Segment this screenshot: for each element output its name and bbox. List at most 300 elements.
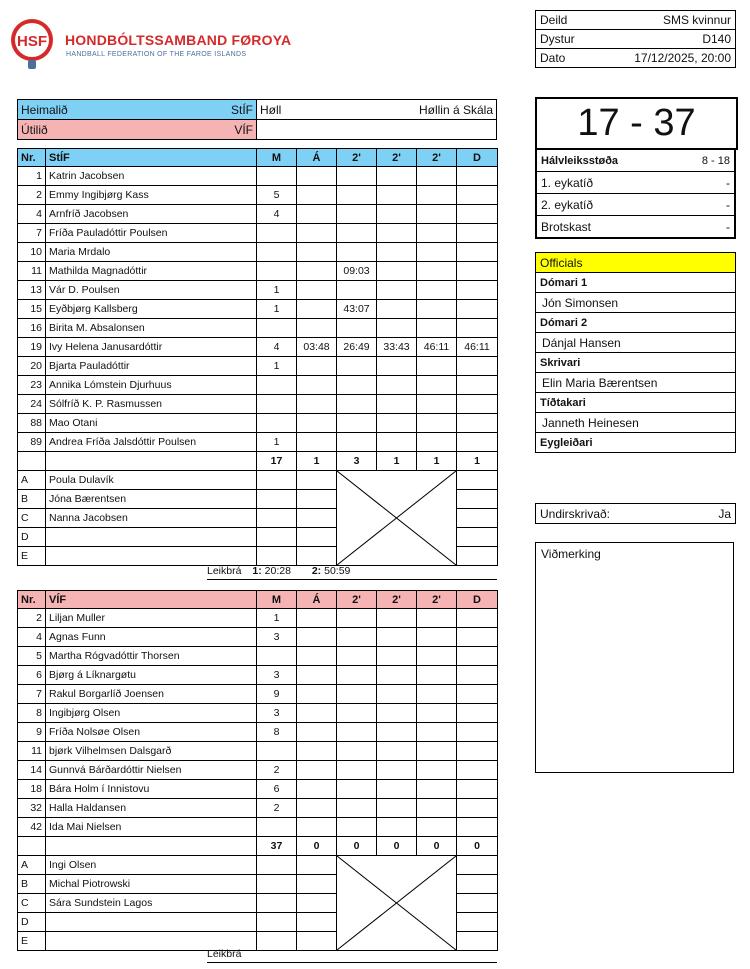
totals-empty <box>46 837 257 856</box>
staff-a <box>297 528 337 547</box>
staff-d <box>457 528 498 547</box>
staff-name: Michal Piotrowski <box>46 875 257 894</box>
player-nr: 23 <box>18 376 46 395</box>
player-d <box>457 704 498 723</box>
player-s3 <box>417 205 457 224</box>
player-d <box>457 666 498 685</box>
player-m: 2 <box>257 761 297 780</box>
player-row <box>18 357 498 376</box>
player-a <box>297 167 337 186</box>
player-d <box>457 628 498 647</box>
staff-code: E <box>18 932 46 951</box>
player-a <box>297 685 337 704</box>
player-a <box>297 742 337 761</box>
column-2min-2: 2' <box>377 149 417 167</box>
away-timeouts <box>207 948 497 963</box>
player-name: Sólfríð K. P. Rasmussen <box>46 395 257 414</box>
player-name: Annika Lómstein Djurhuus <box>46 376 257 395</box>
player-nr: 4 <box>18 628 46 647</box>
total-s2: 0 <box>377 837 417 856</box>
player-d <box>457 647 498 666</box>
home-code: StÍF <box>230 102 253 117</box>
player-s2 <box>377 395 417 414</box>
player-s1 <box>337 376 377 395</box>
info-value: D140 <box>702 32 731 46</box>
player-a <box>297 319 337 338</box>
total-s2: 1 <box>377 452 417 471</box>
player-row <box>18 224 498 243</box>
player-s3 <box>417 723 457 742</box>
staff-cross-box <box>337 856 457 951</box>
official-role: Dómari 2 <box>536 313 736 333</box>
staff-code: B <box>18 490 46 509</box>
player-name: Ingibjørg Olsen <box>46 704 257 723</box>
player-row <box>18 433 498 452</box>
player-row <box>18 799 498 818</box>
staff-m <box>257 471 297 490</box>
staff-name: Sára Sundstein Lagos <box>46 894 257 913</box>
officials-table <box>535 252 736 453</box>
player-name: Bára Holm í Innistovu <box>46 780 257 799</box>
staff-name <box>46 913 257 932</box>
player-m <box>257 376 297 395</box>
player-s3 <box>417 319 457 338</box>
player-a <box>297 628 337 647</box>
staff-name: Ingi Olsen <box>46 856 257 875</box>
player-row <box>18 205 498 224</box>
player-nr: 19 <box>18 338 46 357</box>
home-timeouts: Leikbrá 1: 20:28 2: 50:59 <box>207 565 497 580</box>
player-s2 <box>377 647 417 666</box>
player-d <box>457 799 498 818</box>
remarks-box <box>535 542 734 773</box>
player-nr: 9 <box>18 723 46 742</box>
teams-header <box>17 99 497 140</box>
column-d: D <box>457 149 498 167</box>
score-detail-value: 8 - 18 <box>701 154 730 167</box>
player-a <box>297 723 337 742</box>
player-s2 <box>377 224 417 243</box>
match-info-dystur <box>536 30 736 49</box>
player-s1 <box>337 742 377 761</box>
player-s2 <box>377 414 417 433</box>
player-m: 1 <box>257 300 297 319</box>
player-name: Bjørg á Líknargøtu <box>46 666 257 685</box>
player-m <box>257 243 297 262</box>
cross-out-mark <box>337 471 456 565</box>
player-d <box>457 281 498 300</box>
staff-code: A <box>18 856 46 875</box>
player-name: Mathilda Magnadóttir <box>46 262 257 281</box>
player-m: 1 <box>257 609 297 628</box>
player-m <box>257 224 297 243</box>
player-nr: 89 <box>18 433 46 452</box>
player-a <box>297 262 337 281</box>
staff-m <box>257 509 297 528</box>
player-name: Halla Haldansen <box>46 799 257 818</box>
player-m: 3 <box>257 628 297 647</box>
total-s3: 0 <box>417 837 457 856</box>
player-name: Arnfríð Jacobsen <box>46 205 257 224</box>
player-m <box>257 319 297 338</box>
player-s1 <box>337 628 377 647</box>
player-s1 <box>337 243 377 262</box>
match-info-deild <box>536 11 736 30</box>
player-d <box>457 780 498 799</box>
info-value: SMS kvinnur <box>662 13 731 27</box>
signed-label: Undirskrivað: <box>540 506 611 521</box>
player-m <box>257 167 297 186</box>
player-name: Martha Rógvadóttir Thorsen <box>46 647 257 666</box>
player-d <box>457 433 498 452</box>
staff-d <box>457 856 498 875</box>
staff-name: Nanna Jacobsen <box>46 509 257 528</box>
score-detail-label: 2. eykatíð <box>541 197 594 212</box>
player-s2 <box>377 205 417 224</box>
player-s1 <box>337 414 377 433</box>
player-nr: 10 <box>18 243 46 262</box>
player-row <box>18 818 498 837</box>
player-s2 <box>377 281 417 300</box>
player-nr: 11 <box>18 262 46 281</box>
venue-cell <box>257 100 497 120</box>
player-nr: 13 <box>18 281 46 300</box>
home-roster-table <box>17 148 498 566</box>
staff-code: A <box>18 471 46 490</box>
staff-m <box>257 547 297 566</box>
staff-d <box>457 471 498 490</box>
official-name: Jón Simonsen <box>536 293 736 313</box>
player-m: 2 <box>257 799 297 818</box>
player-s1 <box>337 205 377 224</box>
player-s2 <box>377 666 417 685</box>
player-a <box>297 609 337 628</box>
player-d <box>457 723 498 742</box>
player-s3: 46:11 <box>417 338 457 357</box>
total-a: 1 <box>297 452 337 471</box>
player-m: 3 <box>257 666 297 685</box>
player-m: 6 <box>257 780 297 799</box>
total-m: 37 <box>257 837 297 856</box>
player-s2 <box>377 186 417 205</box>
column-a: Á <box>297 591 337 609</box>
player-d <box>457 300 498 319</box>
official-name: Dánjal Hansen <box>536 333 736 353</box>
player-s2 <box>377 376 417 395</box>
staff-a <box>297 547 337 566</box>
player-nr: 8 <box>18 704 46 723</box>
federation-logo <box>8 17 58 71</box>
player-s3 <box>417 224 457 243</box>
official-role: Dómari 1 <box>536 273 736 293</box>
info-label: Dystur <box>540 32 575 46</box>
player-nr: 42 <box>18 818 46 837</box>
staff-m <box>257 490 297 509</box>
player-s3 <box>417 666 457 685</box>
totals-row <box>18 837 498 856</box>
player-row <box>18 628 498 647</box>
player-row <box>18 704 498 723</box>
player-name: Agnas Funn <box>46 628 257 647</box>
player-name: Birita M. Absalonsen <box>46 319 257 338</box>
timeout-label: Leikbrá <box>207 565 242 577</box>
away-code: VÍF <box>234 122 253 137</box>
cross-out-mark <box>337 856 456 950</box>
player-m: 1 <box>257 357 297 376</box>
player-row <box>18 742 498 761</box>
away-roster-table <box>17 590 498 951</box>
player-s1 <box>337 761 377 780</box>
player-s1 <box>337 609 377 628</box>
staff-m <box>257 913 297 932</box>
column-m: M <box>257 591 297 609</box>
player-s2 <box>377 818 417 837</box>
player-a <box>297 376 337 395</box>
total-d: 0 <box>457 837 498 856</box>
player-s1 <box>337 723 377 742</box>
player-s3 <box>417 433 457 452</box>
match-info-table <box>535 10 736 68</box>
player-nr: 16 <box>18 319 46 338</box>
staff-name <box>46 528 257 547</box>
player-nr: 14 <box>18 761 46 780</box>
player-s2 <box>377 799 417 818</box>
player-d <box>457 376 498 395</box>
player-s1: 43:07 <box>337 300 377 319</box>
player-row <box>18 647 498 666</box>
player-a <box>297 243 337 262</box>
staff-a <box>297 509 337 528</box>
totals-empty <box>18 837 46 856</box>
player-s3 <box>417 704 457 723</box>
player-s1: 09:03 <box>337 262 377 281</box>
player-row <box>18 414 498 433</box>
player-name: Rakul Borgarlíð Joensen <box>46 685 257 704</box>
player-d <box>457 414 498 433</box>
score-details-table <box>535 148 736 239</box>
player-nr: 5 <box>18 647 46 666</box>
player-s3 <box>417 262 457 281</box>
player-row <box>18 685 498 704</box>
player-name: Maria Mrdalo <box>46 243 257 262</box>
player-s3 <box>417 780 457 799</box>
timeout-1: 20:28 <box>264 565 291 577</box>
player-row <box>18 186 498 205</box>
player-a <box>297 281 337 300</box>
player-a <box>297 818 337 837</box>
player-d <box>457 818 498 837</box>
player-s2 <box>377 319 417 338</box>
player-m: 1 <box>257 281 297 300</box>
player-a <box>297 647 337 666</box>
player-s1 <box>337 224 377 243</box>
score-detail-value: - <box>726 197 730 212</box>
column-nr: Nr. <box>18 149 46 167</box>
total-m: 17 <box>257 452 297 471</box>
player-s1 <box>337 818 377 837</box>
player-nr: 32 <box>18 799 46 818</box>
officials-header: Officials <box>536 253 736 273</box>
player-a <box>297 666 337 685</box>
player-a <box>297 300 337 319</box>
column-d: D <box>457 591 498 609</box>
staff-name <box>46 547 257 566</box>
player-m: 5 <box>257 186 297 205</box>
player-row <box>18 395 498 414</box>
score-detail-row <box>536 172 735 194</box>
player-s2 <box>377 742 417 761</box>
player-nr: 24 <box>18 395 46 414</box>
signed-value: Ja <box>718 506 731 521</box>
staff-code: C <box>18 894 46 913</box>
totals-empty <box>18 452 46 471</box>
player-s3 <box>417 647 457 666</box>
player-s3 <box>417 799 457 818</box>
staff-row <box>18 471 498 490</box>
player-s3 <box>417 376 457 395</box>
player-row <box>18 780 498 799</box>
player-name: Ida Mai Nielsen <box>46 818 257 837</box>
column-a: Á <box>297 149 337 167</box>
column-2min-1: 2' <box>337 149 377 167</box>
player-nr: 7 <box>18 224 46 243</box>
player-s3 <box>417 628 457 647</box>
staff-m <box>257 528 297 547</box>
total-d: 1 <box>457 452 498 471</box>
venue-label: Høll <box>260 102 282 117</box>
player-nr: 4 <box>18 205 46 224</box>
player-a <box>297 414 337 433</box>
player-m <box>257 742 297 761</box>
away-team-cell <box>18 120 257 140</box>
score-detail-value: - <box>726 219 730 234</box>
column-nr: Nr. <box>18 591 46 609</box>
federation-subtitle: HANDBALL FEDERATION OF THE FAROE ISLANDS <box>66 51 247 58</box>
player-m <box>257 818 297 837</box>
player-s1 <box>337 281 377 300</box>
player-s3 <box>417 357 457 376</box>
player-s1 <box>337 167 377 186</box>
player-a <box>297 186 337 205</box>
player-name: Fríða Pauladóttir Poulsen <box>46 224 257 243</box>
player-row <box>18 300 498 319</box>
column-2min-3: 2' <box>417 149 457 167</box>
player-s3 <box>417 281 457 300</box>
player-d <box>457 357 498 376</box>
player-m: 3 <box>257 704 297 723</box>
player-m: 1 <box>257 433 297 452</box>
player-name: Eyðbjørg Kallsberg <box>46 300 257 319</box>
timeout-label: Leikbrá <box>207 948 242 960</box>
staff-a <box>297 913 337 932</box>
total-a: 0 <box>297 837 337 856</box>
player-s2 <box>377 685 417 704</box>
player-d <box>457 742 498 761</box>
column-team: StÍF <box>46 149 257 167</box>
player-s2 <box>377 761 417 780</box>
total-s1: 0 <box>337 837 377 856</box>
staff-name: Jóna Bærentsen <box>46 490 257 509</box>
match-info-dato <box>536 49 736 68</box>
player-s2 <box>377 167 417 186</box>
player-a <box>297 224 337 243</box>
player-d <box>457 224 498 243</box>
player-row <box>18 262 498 281</box>
player-name: Andrea Fríða Jalsdóttir Poulsen <box>46 433 257 452</box>
player-name: Vár D. Poulsen <box>46 281 257 300</box>
player-s2 <box>377 262 417 281</box>
staff-row <box>18 856 498 875</box>
player-name: Ivy Helena Janusardóttir <box>46 338 257 357</box>
player-m <box>257 262 297 281</box>
score-detail-row <box>536 149 735 172</box>
staff-m <box>257 894 297 913</box>
player-s1 <box>337 395 377 414</box>
player-d <box>457 186 498 205</box>
signed-table <box>535 503 736 524</box>
timeout-2: 50:59 <box>324 565 351 577</box>
score-detail-row <box>536 194 735 216</box>
player-s1 <box>337 704 377 723</box>
staff-d <box>457 875 498 894</box>
svg-text:HSF: HSF <box>17 33 47 50</box>
staff-code: D <box>18 528 46 547</box>
player-s2 <box>377 433 417 452</box>
player-nr: 1 <box>18 167 46 186</box>
player-row <box>18 376 498 395</box>
player-s2 <box>377 609 417 628</box>
federation-name: HONDBÓLTSSAMBAND FØROYA <box>65 32 292 48</box>
player-d <box>457 685 498 704</box>
column-m: M <box>257 149 297 167</box>
official-role: Eygleiðari <box>536 433 736 453</box>
staff-code: D <box>18 913 46 932</box>
player-row <box>18 319 498 338</box>
player-s2 <box>377 300 417 319</box>
player-s3 <box>417 414 457 433</box>
player-m: 9 <box>257 685 297 704</box>
player-s1 <box>337 666 377 685</box>
player-s1 <box>337 186 377 205</box>
player-d <box>457 262 498 281</box>
player-a <box>297 761 337 780</box>
player-a <box>297 704 337 723</box>
total-s1: 3 <box>337 452 377 471</box>
player-nr: 2 <box>18 609 46 628</box>
staff-d <box>457 894 498 913</box>
info-label: Deild <box>540 13 568 27</box>
player-nr: 88 <box>18 414 46 433</box>
player-name: bjørk Vilhelmsen Dalsgarð <box>46 742 257 761</box>
player-s3 <box>417 818 457 837</box>
final-score: 17 - 37 <box>535 97 738 150</box>
venue-empty <box>257 120 497 140</box>
player-s1 <box>337 780 377 799</box>
staff-code: C <box>18 509 46 528</box>
official-name: Elin Maria Bærentsen <box>536 373 736 393</box>
player-nr: 18 <box>18 780 46 799</box>
player-row <box>18 243 498 262</box>
player-s1 <box>337 799 377 818</box>
player-d <box>457 205 498 224</box>
player-nr: 6 <box>18 666 46 685</box>
player-d <box>457 395 498 414</box>
player-s2 <box>377 628 417 647</box>
score-detail-label: 1. eykatíð <box>541 175 594 190</box>
staff-d <box>457 509 498 528</box>
score-detail-label: Hálvleiksstøða <box>541 154 619 167</box>
player-s1 <box>337 319 377 338</box>
